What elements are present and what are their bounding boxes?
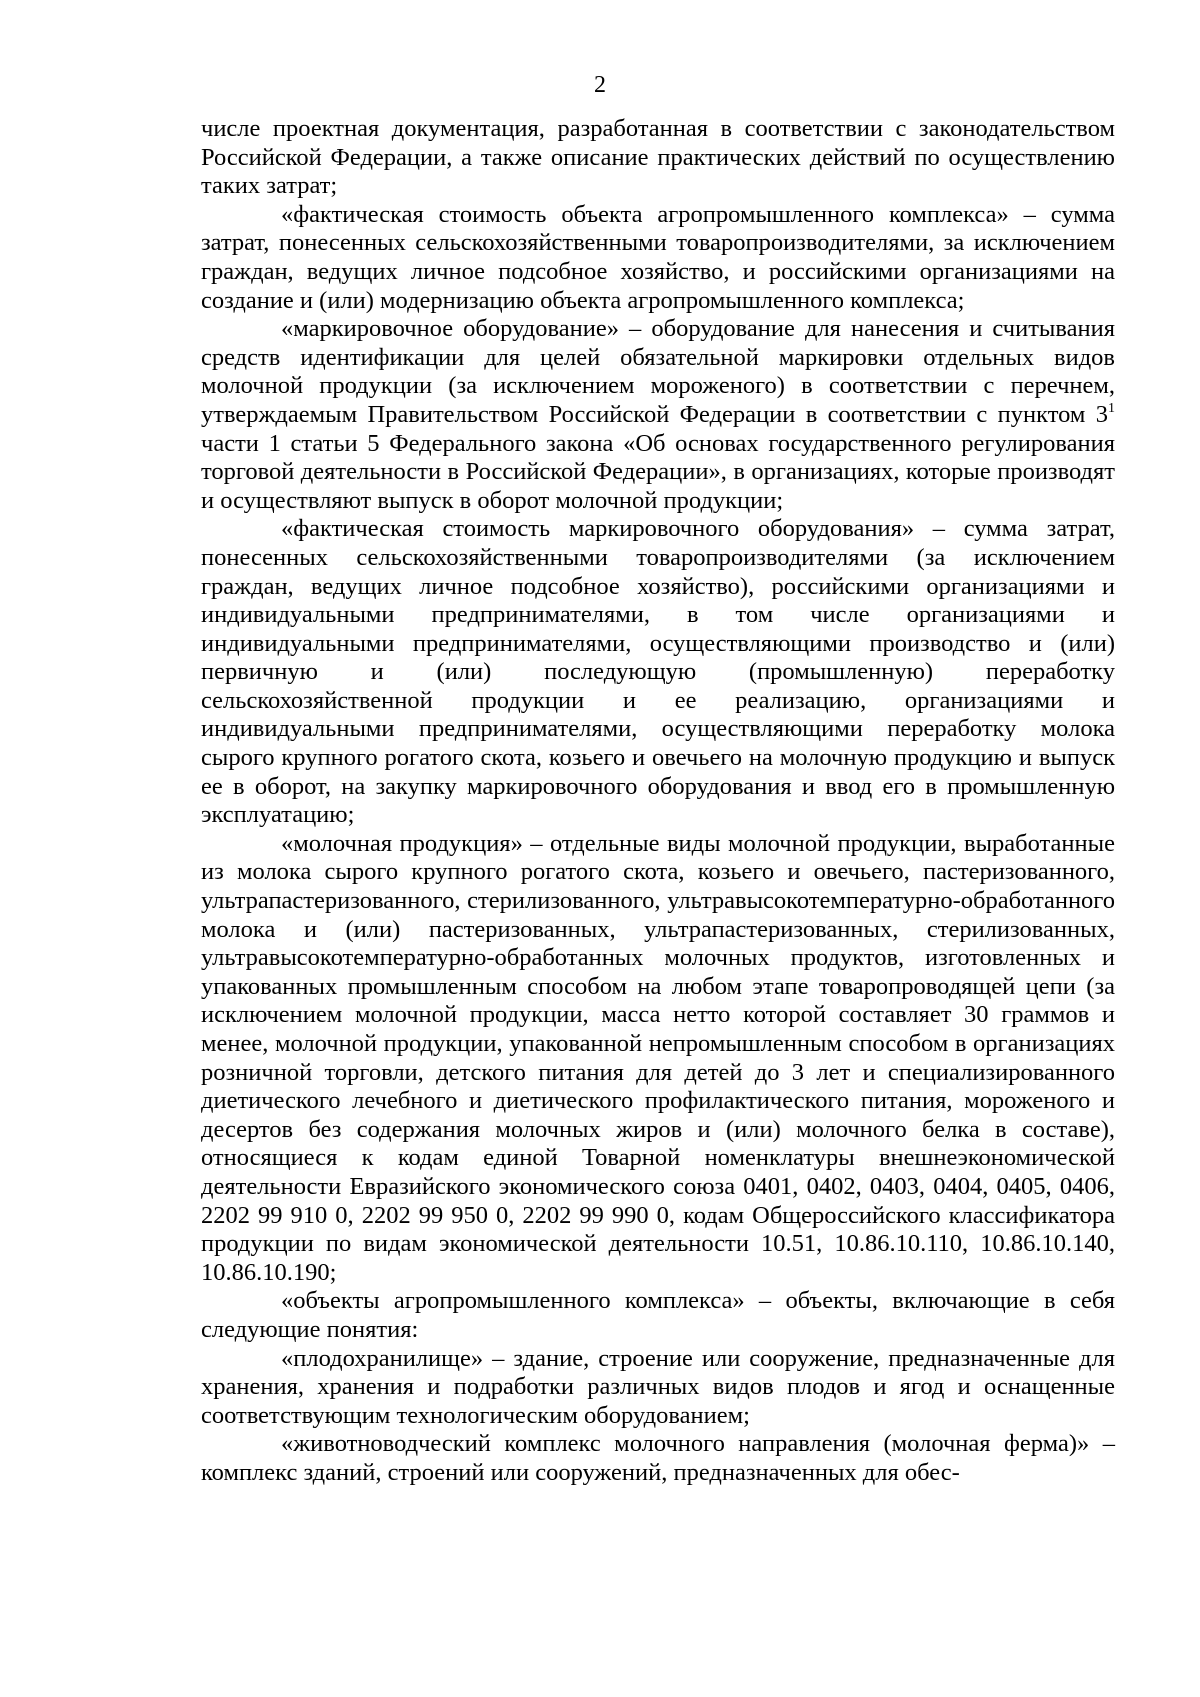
paragraph-fruit-storage: «плодохранилище» – здание, строение или сооружение, предназначенные для хранения, хранения и подработки различных видов плодов и ягод и оснащенные соответствующим технологическим оборудованием; [201,1344,1115,1429]
paragraph-project-docs-continuation: числе проектная документация, разработанная в соответствии с законодательством Российской Федерации, а также описание практических действий по осуществлению таких затрат; [201,115,1115,200]
marking-equipment-text-before: «маркировочное оборудование» – оборудование для нанесения и считывания средств идентификации для целей обязательной маркировки отдельных видов молочной продукции (за исключением мороженого) в соответствии с перечнем, утверждаемым Правительством Российской Федерации в соответствии с пунктом 3 [201,315,1115,428]
paragraph-actual-cost-marking-equipment: «фактическая стоимость маркировочного оборудования» – сумма затрат, понесенных сельскохозяйственными товаропроизводителями (за исключением граждан, ведущих личное подсобное хозяйство), российскими организациями и индивидуальными предпринимателями, в том числе организациями и индивидуальными предпринимателями, осуществляющими производство и (или) первичную и (или) последующую (промышленную) переработку сельскохозяйственной продукции и ее реализацию, организациями и индивидуальными предпринимателями, осуществляющими переработку молока сырого крупного рогатого скота, козьего и овечьего на молочную продукцию и выпуск ее в оборот, на закупку маркировочного оборудования и ввод его в промышленную эксплуатацию; [201,515,1115,829]
paragraph-agro-objects: «объекты агропромышленного комплекса» – объекты, включающие в себя следующие понятия: [201,1287,1115,1343]
paragraph-actual-cost-agro-object: «фактическая стоимость объекта агропромышленного комплекса» – сумма затрат, понесенных сельскохозяйственными товаропроизводителями, за исключением граждан, ведущих личное подсобное хозяйство, и российскими организациями на создание и (или) модернизацию объекта агропромышленного комплекса; [201,200,1115,314]
paragraph-dairy-farm: «животноводческий комплекс молочного направления (молочная ферма)» – комплекс зданий, строений или сооружений, предназначенных для обес- [201,1430,1115,1486]
superscript-footnote: 1 [1108,400,1115,416]
page-number: 2 [594,72,606,98]
document-body [201,115,1115,1488]
paragraph-dairy-products: «молочная продукция» – отдельные виды молочной продукции, выработанные из молока сырого крупного рогатого скота, козьего и овечьего, пастеризованного, ультрапастеризованного, стерилизованного, ультравысокотемпературно-обработанного молока и (или) пастеризованных, ультрапастеризованных, стерилизованных, ультравысокотемпературно-обработанных молочных продуктов, изготовленных и упакованных промышленным способом на любом этапе товаропроводящей цепи (за исключением молочной продукции, масса нетто которой составляет 30 граммов и менее, молочной продукции, упакованной непромышленным способом в организациях розничной торговли, детского питания для детей до 3 лет и специализированного диетического лечебного и диетического профилактического питания, мороженого и десертов без содержания молочных жиров и (или) молочного белка в составе), относящиеся к кодам единой Товарной номенклатуры внешнеэкономической деятельности Евразийского экономического союза 0401, 0402, 0403, 0404, 0405, 0406, 2202 99 910 0, 2202 99 950 0, 2202 99 990 0, кодам Общероссийского классификатора продукции по видам экономической деятельности 10.51, 10.86.10.110, 10.86.10.140, 10.86.10.190; [201,829,1115,1286]
paragraph-marking-equipment [201,315,1115,515]
marking-equipment-text-after: части 1 статьи 5 Федерального закона «Об основах государственного регулирования торговой деятельности в Российской Федерации», в организациях, которые производят и осуществляют выпуск в оборот молочной продукции; [201,429,1115,514]
